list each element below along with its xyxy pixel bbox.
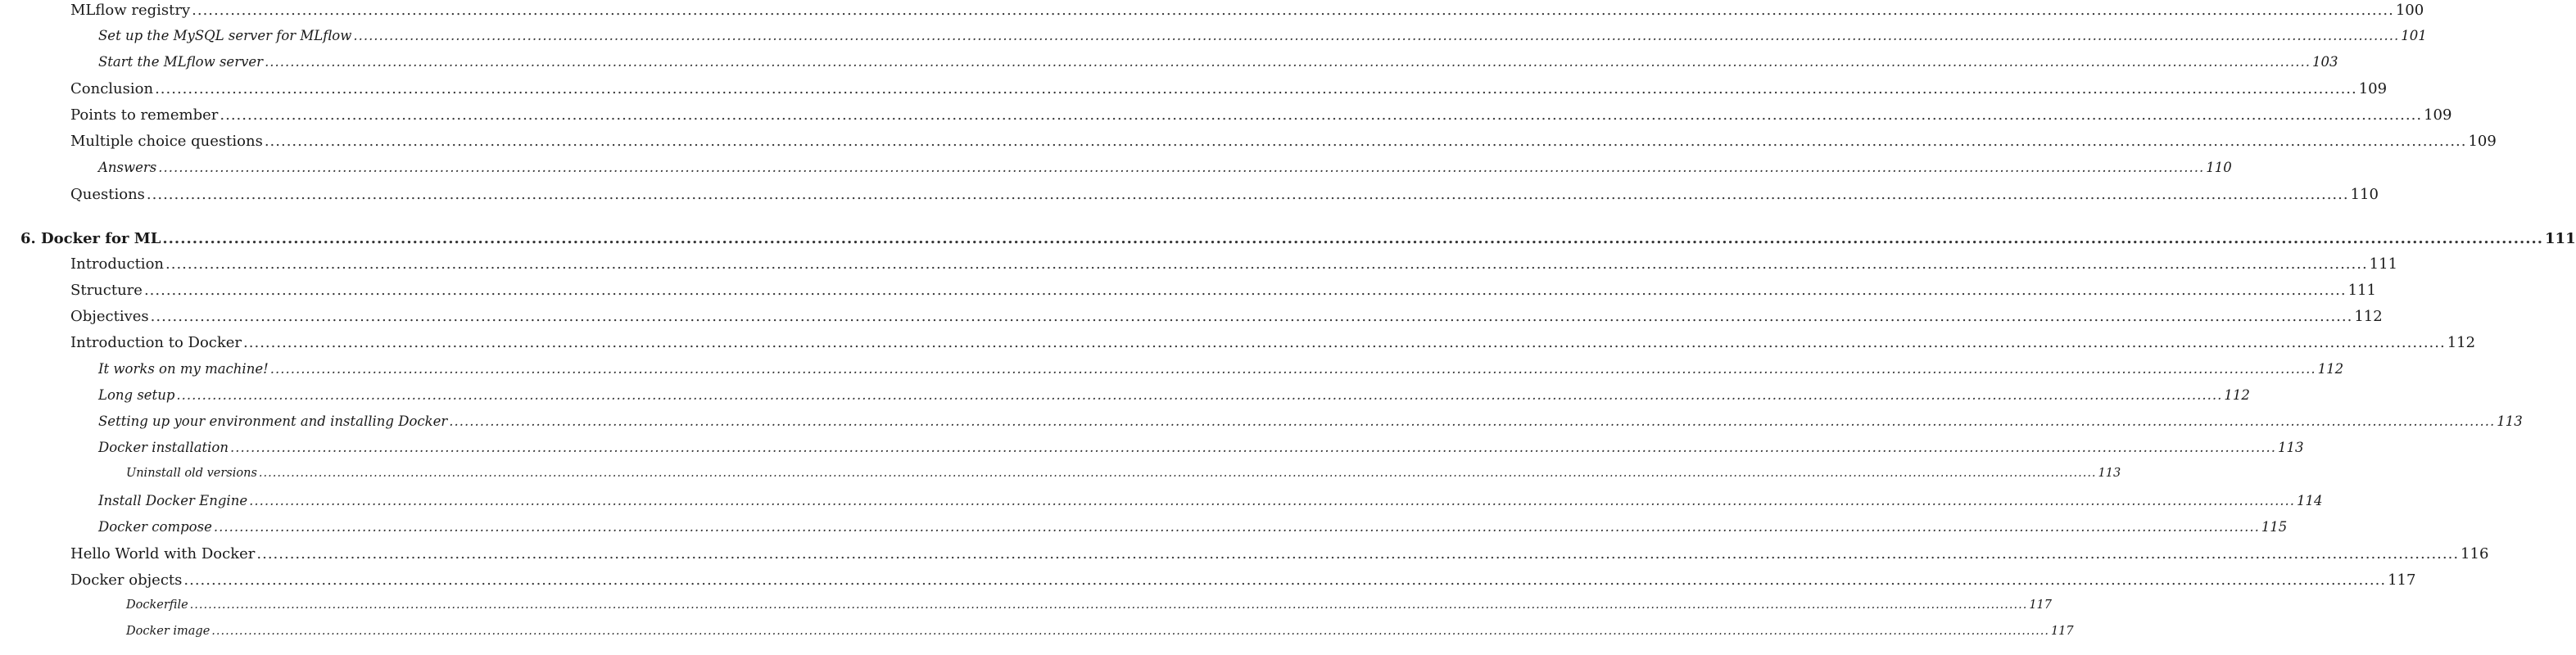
toc-entry-title: Structure [70, 282, 143, 299]
toc-entry-page-number: 109 [2358, 80, 2388, 97]
dot-leader: ................................................................................................................................................................................................................................................................................................................................................................................................................ [143, 282, 2347, 299]
dot-leader: ................................................................................................................................................................................................................................................................................................................................................................................................................ [269, 361, 2316, 377]
toc-entry[interactable] [70, 80, 2388, 97]
toc-entry-title: Docker installation [98, 440, 229, 455]
toc-entry-title: Docker objects [70, 571, 183, 589]
toc-entry[interactable] [70, 186, 2379, 203]
dot-leader: ................................................................................................................................................................................................................................................................................................................................................................................................................ [258, 467, 2097, 480]
toc-chapter-entry[interactable] [20, 230, 2576, 247]
toc-entry[interactable] [98, 493, 2323, 508]
toc-entry-page-number: 113 [2497, 413, 2523, 429]
toc-entry-title: Questions [70, 186, 145, 203]
toc-entry[interactable] [70, 106, 2452, 124]
toc-entry-title: Objectives [70, 308, 149, 325]
toc-entry-page-number: 111 [2347, 282, 2376, 299]
dot-leader: ................................................................................................................................................................................................................................................................................................................................................................................................................ [192, 2, 2394, 19]
toc-entry-page-number: 112 [2447, 334, 2476, 351]
toc-entry-title: Set up the MySQL server for MLflow [98, 28, 352, 43]
toc-entry-page-number: 110 [2350, 186, 2379, 203]
toc-entry[interactable] [98, 361, 2344, 377]
toc-entry-page-number: 100 [2395, 2, 2424, 19]
dot-leader: ................................................................................................................................................................................................................................................................................................................................................................................................................ [249, 493, 2296, 508]
toc-entry[interactable] [98, 413, 2523, 429]
dot-leader: ................................................................................................................................................................................................................................................................................................................................................................................................................ [150, 308, 2353, 325]
dot-leader: ................................................................................................................................................................................................................................................................................................................................................................................................................ [146, 186, 2349, 203]
dot-leader: ................................................................................................................................................................................................................................................................................................................................................................................................................ [256, 545, 2460, 562]
dot-leader: ................................................................................................................................................................................................................................................................................................................................................................................................................ [264, 133, 2467, 150]
dot-leader: ................................................................................................................................................................................................................................................................................................................................................................................................................ [213, 519, 2260, 535]
toc-entry-page-number: 112 [2317, 361, 2344, 377]
toc-entry-title: Conclusion [70, 80, 154, 97]
toc-entry-page-number: 111 [2369, 255, 2398, 273]
dot-leader: ................................................................................................................................................................................................................................................................................................................................................................................................................ [265, 54, 2311, 70]
dot-leader: ................................................................................................................................................................................................................................................................................................................................................................................................................ [353, 28, 2400, 43]
toc-entry-page-number: 117 [2050, 625, 2074, 638]
toc-entry-title: Answers [98, 160, 157, 175]
toc-entry[interactable] [70, 133, 2497, 150]
toc-entry-title: 6. Docker for ML [20, 230, 161, 247]
toc-entry[interactable] [126, 599, 2053, 612]
toc-entry-page-number: 114 [2297, 493, 2323, 508]
dot-leader: ................................................................................................................................................................................................................................................................................................................................................................................................................ [449, 413, 2496, 429]
dot-leader: ................................................................................................................................................................................................................................................................................................................................................................................................................ [183, 571, 2387, 589]
toc-entry-title: MLflow registry [70, 2, 191, 19]
toc-entry-title: Docker compose [98, 519, 212, 535]
toc-entry[interactable] [70, 545, 2489, 562]
dot-leader: ................................................................................................................................................................................................................................................................................................................................................................................................................ [230, 440, 2276, 455]
dot-leader: ................................................................................................................................................................................................................................................................................................................................................................................................................ [211, 625, 2049, 638]
toc-entry-page-number: 103 [2312, 54, 2338, 70]
dot-leader: ................................................................................................................................................................................................................................................................................................................................................................................................................ [189, 599, 2028, 612]
toc-entry[interactable] [70, 282, 2376, 299]
toc-entry-page-number: 117 [2388, 571, 2416, 589]
toc-entry-page-number: 116 [2461, 545, 2489, 562]
dot-leader: ................................................................................................................................................................................................................................................................................................................................................................................................................ [158, 160, 2205, 175]
toc-entry[interactable] [98, 54, 2338, 70]
toc-entry-title: It works on my machine! [98, 361, 269, 377]
toc-entry-title: Long setup [98, 387, 175, 403]
toc-entry-page-number: 112 [2224, 387, 2250, 403]
toc-entry[interactable] [98, 160, 2232, 175]
toc-entry-page-number: 109 [2468, 133, 2497, 150]
toc-entry-title: Install Docker Engine [98, 493, 248, 508]
toc-entry-page-number: 117 [2029, 599, 2053, 612]
toc-entry[interactable] [98, 519, 2288, 535]
toc-entry-title: Setting up your environment and installing Docker [98, 413, 448, 429]
toc-entry-page-number: 112 [2354, 308, 2383, 325]
toc-entry[interactable] [70, 571, 2416, 589]
toc-entry[interactable] [70, 255, 2398, 273]
toc-entry[interactable] [70, 2, 2424, 19]
dot-leader: ................................................................................................................................................................................................................................................................................................................................................................................................................ [176, 387, 2223, 403]
toc-entry-title: Hello World with Docker [70, 545, 256, 562]
toc-entry-page-number: 113 [2098, 467, 2121, 480]
toc-entry-title: Docker image [126, 625, 211, 638]
dot-leader: ................................................................................................................................................................................................................................................................................................................................................................................................................ [155, 80, 2357, 97]
dot-leader: ................................................................................................................................................................................................................................................................................................................................................................................................................ [220, 106, 2423, 124]
dot-leader: ................................................................................................................................................................................................................................................................................................................................................................................................................ [162, 230, 2544, 247]
toc-entry[interactable] [70, 308, 2383, 325]
toc-entry[interactable] [98, 387, 2250, 403]
toc-entry-title: Multiple choice questions [70, 133, 263, 150]
toc-entry-title: Dockerfile [126, 599, 188, 612]
toc-entry-title: Points to remember [70, 106, 219, 124]
toc-entry[interactable] [126, 467, 2121, 480]
toc-entry[interactable] [126, 625, 2074, 638]
toc-entry[interactable] [70, 334, 2476, 351]
toc-entry[interactable] [98, 28, 2427, 43]
toc-entry-page-number: 111 [2545, 230, 2576, 247]
toc-entry-page-number: 109 [2424, 106, 2452, 124]
toc-entry-title: Uninstall old versions [126, 467, 257, 480]
toc-entry-title: Introduction [70, 255, 164, 273]
toc-entry-page-number: 110 [2206, 160, 2232, 175]
toc-entry-title: Introduction to Docker [70, 334, 242, 351]
toc-entry-page-number: 101 [2401, 28, 2427, 43]
dot-leader: ................................................................................................................................................................................................................................................................................................................................................................................................................ [165, 255, 2368, 273]
dot-leader: ................................................................................................................................................................................................................................................................................................................................................................................................................ [243, 334, 2446, 351]
toc-entry[interactable] [98, 440, 2304, 455]
toc-entry-page-number: 115 [2261, 519, 2288, 535]
toc-entry-title: Start the MLflow server [98, 54, 264, 70]
toc-entry-page-number: 113 [2277, 440, 2304, 455]
